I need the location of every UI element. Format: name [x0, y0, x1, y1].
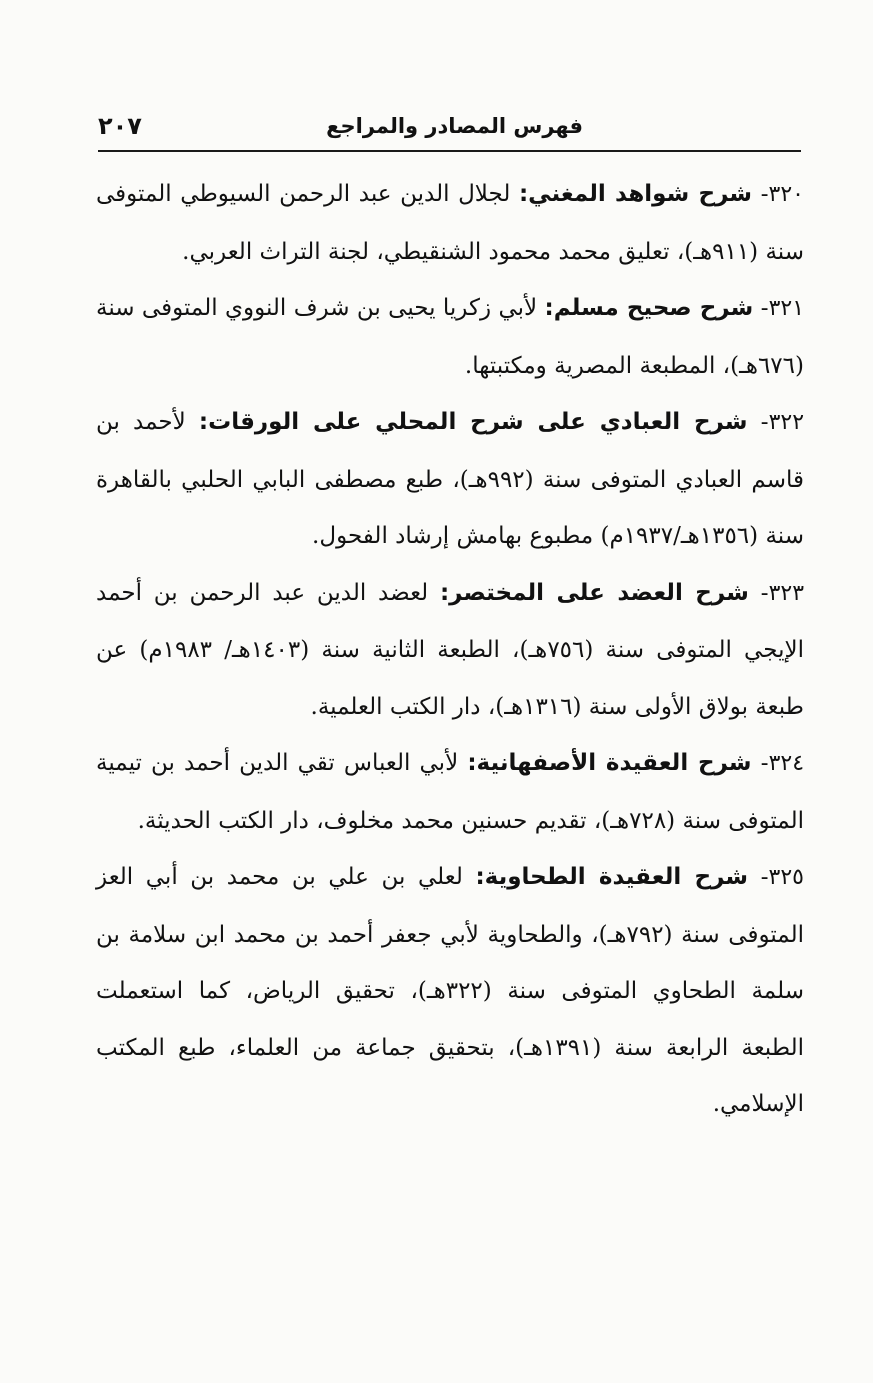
entry-number: ٣٢٤-	[760, 751, 805, 776]
entry-description: لأبي زكريا يحيى بن شرف النووي المتوفى سنة (٦٧٦هـ)، المطبعة المصرية ومكتبتها.	[96, 295, 804, 379]
entry-description: لأحمد بن قاسم العبادي المتوفى سنة (٩٩٢هـ)، طبع مصطفى البابي الحلبي بالقاهرة سنة (١٣٥٦هـ/١٩٣٧م) مطبوع بهامش إرشاد الفحول.	[96, 409, 804, 549]
entry-title: شرح العبادي على شرح المحلي على الورقات:	[198, 409, 748, 435]
entry-number: ٣٢٣-	[760, 580, 805, 606]
entry-description: لعضد الدين عبد الرحمن بن أحمد الإيجي المتوفى سنة (٧٥٦هـ)، الطبعة الثانية سنة (١٤٠٣هـ/ ١٩٨٣م) عن طبعة بولاق الأولى سنة (١٣١٦هـ)، دار الكتب العلمية.	[96, 579, 804, 720]
entry-title: شرح صحيح مسلم:	[544, 295, 754, 321]
entry-title: شرح العضد على المختصر:	[439, 579, 749, 606]
bibliography-entry	[96, 735, 804, 849]
entry-title: شرح العقيدة الطحاوية:	[475, 864, 749, 890]
bibliography-entry	[96, 394, 804, 565]
entry-description: لعلي بن علي بن محمد بن أبي العز المتوفى سنة (٧٩٢هـ)، والطحاوية لأبي جعفر أحمد بن محمد ابن سلامة بن سلمة الطحاوي المتوفى سنة (٣٢٢هـ)، تحقيق الرياض، كما استعملت الطبعة الرابعة سنة (١٣٩١هـ)، بتحقيق جماعة من العلماء، طبع المكتب الإسلامي.	[96, 864, 804, 1117]
bibliography-list	[96, 166, 804, 1133]
entry-number: ٣٢٠-	[760, 182, 804, 207]
entry-number: ٣٢٢-	[760, 410, 805, 435]
bibliography-entry	[96, 280, 804, 394]
page-number: ٢٠٧	[98, 112, 142, 140]
entry-title: شرح العقيدة الأصفهانية:	[467, 750, 752, 776]
entry-description: لأبي العباس تقي الدين أحمد بن تيمية المتوفى سنة (٧٢٨هـ)، تقديم حسنين محمد مخلوف، دار الكتب الحديثة.	[96, 750, 804, 834]
entry-title: شرح شواهد المغني:	[518, 181, 752, 207]
entry-description: لجلال الدين عبد الرحمن السيوطي المتوفى سنة (٩١١هـ)، تعليق محمد محمود الشنقيطي، لجنة التراث العربي.	[96, 181, 804, 265]
bibliography-entry	[96, 565, 804, 736]
entry-number: ٣٢١-	[760, 296, 805, 321]
entry-number: ٣٢٥-	[760, 865, 804, 890]
bibliography-entry	[96, 849, 804, 1133]
bibliography-entry	[96, 166, 804, 280]
page-header	[98, 112, 801, 148]
running-title: فهرس المصادر والمراجع	[326, 114, 583, 138]
header-rule	[98, 150, 801, 152]
